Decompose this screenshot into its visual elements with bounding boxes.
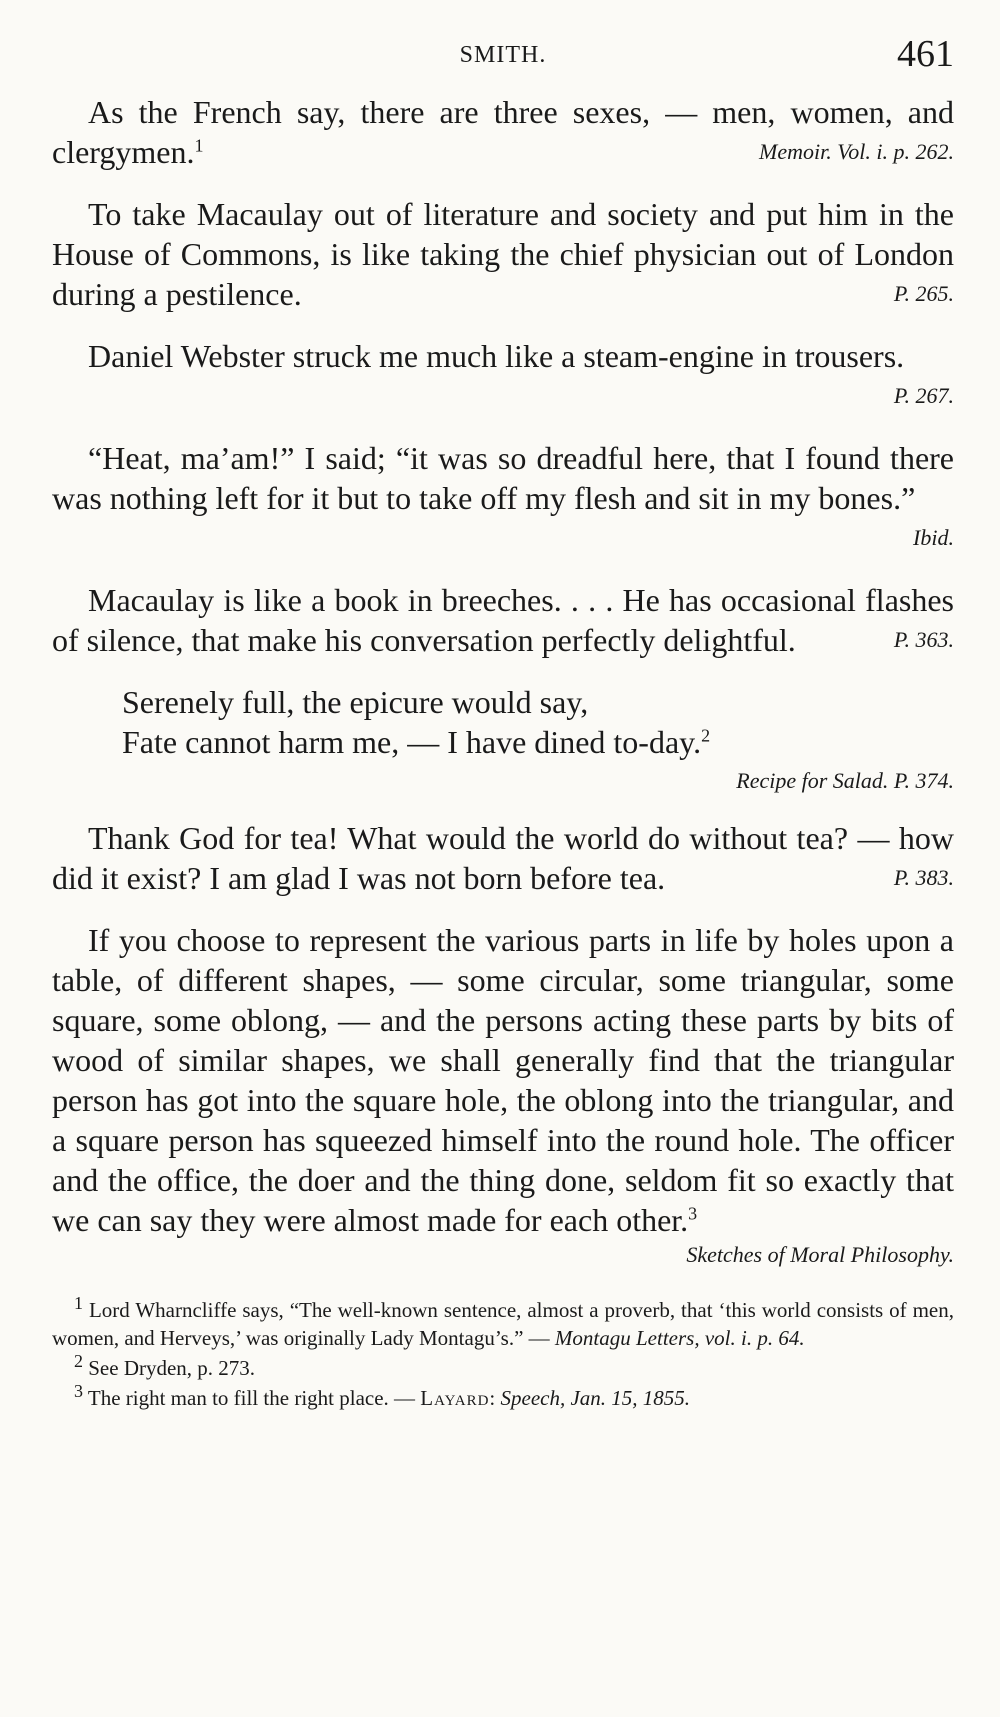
- quote-source: P. 363.: [893, 627, 954, 652]
- poem-source: Recipe for Salad. P. 374.: [736, 768, 954, 793]
- quote-source: P. 267.: [893, 383, 954, 408]
- poem-line: Serenely full, the epicure would say,: [122, 684, 589, 720]
- quote-entry: [52, 920, 954, 1270]
- poem: [52, 682, 954, 762]
- footnote: [52, 1351, 954, 1382]
- poem-entry: [52, 682, 954, 796]
- footnote-ref: 2: [701, 725, 711, 746]
- running-head: SMITH.: [459, 42, 547, 68]
- footnote-author: Layard: [420, 1386, 490, 1410]
- page-number: 461: [897, 33, 954, 75]
- footnote-citation: Speech, Jan. 15, 1855.: [500, 1386, 691, 1410]
- footnote-text: Lord Wharncliffe says, “The well-known sentence, almost a proverb, that ‘this world consists of men, women, and Herveys,’ was originally Lady Montagu’s.” —: [52, 1298, 954, 1350]
- quote-text: To take Macaulay out of literature and society and put him in the House of Commons, is like taking the chief physician out of London during a pestilence.: [52, 196, 954, 312]
- quote-text: Macaulay is like a book in breeches. . . . He has occasional flashes of silence, that make his conversation perfectly delightful.: [52, 582, 954, 658]
- footnote-ref: 3: [688, 1203, 698, 1224]
- quote-source: P. 265.: [893, 281, 954, 306]
- quote-source: Sketches of Moral Philosophy.: [686, 1242, 954, 1267]
- quote-source: Memoir. Vol. i. p. 262.: [759, 139, 954, 164]
- quote-entry: [52, 194, 954, 314]
- quote-entry: [52, 92, 954, 172]
- quote-text: If you choose to represent the various parts in life by holes upon a table, of different shapes, — some circular, some triangular, some square, some oblong, — and the persons acting these parts by bits of wood of similar shapes, we shall generally find that the triangular person has got into the square hole, the oblong into the triangular, and a square person has squeezed himself into the round hole. The officer and the office, the doer and the thing done, seldom fit so exactly that we can say they were almost made for each other.: [52, 922, 954, 1238]
- footnote-citation: Montagu Letters, vol. i. p. 64.: [554, 1326, 805, 1350]
- quote-text: Thank God for tea! What would the world do without tea? — how did it exist? I am glad I was not born before tea.: [52, 820, 954, 896]
- footnote-mark: 3: [74, 1381, 83, 1401]
- poem-line: Fate cannot harm me, — I have dined to-day.: [122, 724, 702, 760]
- footnotes: [52, 1293, 954, 1412]
- footnote-mark: 1: [74, 1293, 83, 1313]
- quote-text: “Heat, ma’am!” I said; “it was so dreadful here, that I found there was nothing left for it but to take off my flesh and sit in my bones.”: [52, 440, 954, 516]
- quote-entry: [52, 438, 954, 558]
- quote-entry: [52, 336, 954, 416]
- book-page: [52, 32, 954, 1414]
- footnote-text: See Dryden, p. 273.: [88, 1356, 256, 1380]
- footnote-text: The right man to fill the right place. —: [87, 1386, 421, 1410]
- page-header: [52, 32, 954, 92]
- quote-text: As the French say, there are three sexes, — men, women, and clergymen.: [52, 94, 954, 170]
- footnote-ref: 1: [194, 135, 204, 156]
- footnote: $^3$ The right man to fill the right place. — Layard: Speech, Jan. 15, 1855.: [74, 1381, 691, 1410]
- footnote: [52, 1293, 954, 1352]
- footnote-mark: 2: [74, 1351, 83, 1371]
- quote-source: P. 383.: [893, 865, 954, 890]
- quote-entry: [52, 818, 954, 898]
- quote-source: Ibid.: [913, 525, 954, 550]
- quote-text: Daniel Webster struck me much like a steam-engine in trousers.: [88, 338, 905, 374]
- quote-entry: [52, 580, 954, 660]
